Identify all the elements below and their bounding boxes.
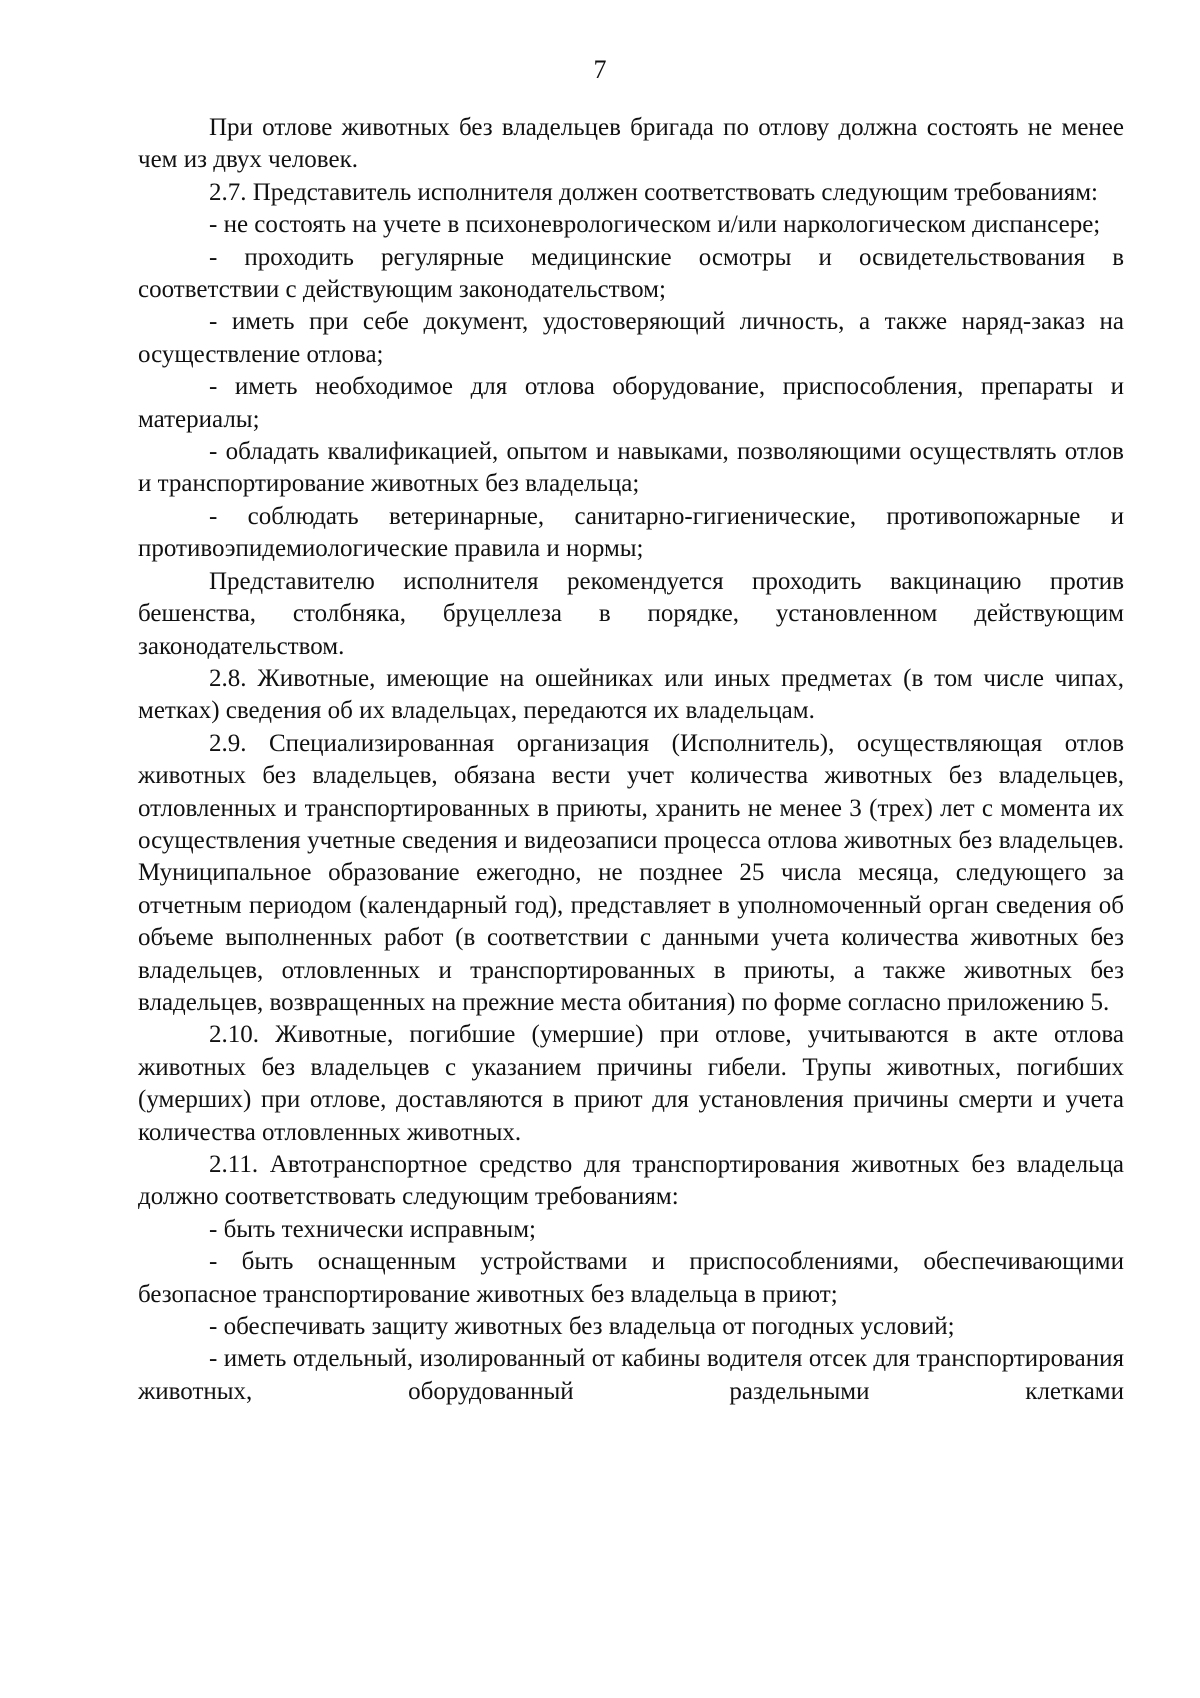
paragraph-2-11: 2.11. Автотранспортное средство для транспортирования животных без владельца должно соответствовать следующим требованиям:	[138, 1151, 1124, 1211]
vehicle-requirement-item: - быть оснащенным устройствами и приспособлениями, обеспечивающими безопасное транспортирование животных без владельца в приют;	[138, 1248, 1124, 1308]
paragraph-2-10: 2.10. Животные, погибшие (умершие) при отлове, учитываются в акте отлова животных без владельцев с указанием причины гибели. Трупы животных, погибших (умерших) при отлове, доставляются в приют для установления причины смерти и учета количества отловленных животных.	[138, 1021, 1124, 1146]
paragraph-2-7: 2.7. Представитель исполнителя должен соответствовать следующим требованиям:	[209, 178, 1098, 206]
requirement-item: - проходить регулярные медицинские осмотры и освидетельствования в соответствии с действующим законодательством;	[138, 243, 1124, 304]
vehicle-requirement-item: - иметь отдельный, изолированный от кабины водителя отсек для транспортирования животных, оборудованный раздельными клетками	[138, 1345, 1124, 1405]
requirement-item: - иметь необходимое для отлова оборудование, приспособления, препараты и материалы;	[138, 373, 1124, 433]
paragraph-2-9: 2.9. Специализированная организация (Исполнитель), осуществляющая отлов животных без владельцев, обязана вести учет количества животных без владельцев, отловленных и транспортированных в приюты, хранить не менее 3 (трех) лет с момента их осуществления учетные сведения и видеозаписи процесса отлова животных без владельцев. Муниципальное образование ежегодно, не позднее 25 числа месяца, следующего за отчетным периодом (календарный год), представляет в уполномоченный орган сведения об объеме выполненных работ (в соответствии с данными учета количества животных без владельцев, отловленных и транспортированных в приюты, а также животных без владельцев, возвращенных на прежние места обитания) по форме согласно приложению 5.	[138, 729, 1124, 1016]
requirement-item: - обладать квалификацией, опытом и навыками, позволяющими осуществлять отлов и транспортирование животных без владельца;	[138, 438, 1124, 498]
requirement-item: - соблюдать ветеринарные, санитарно-гигиенические, противопожарные и противоэпидемиологические правила и нормы;	[138, 502, 1124, 563]
paragraph-catch-team: При отлове животных без владельцев бригада по отлову должна состоять не менее чем из двух человек.	[138, 114, 1124, 174]
vehicle-requirement-item: - быть технически исправным;	[209, 1215, 536, 1243]
vehicle-requirement-item: - обеспечивать защиту животных без владельца от погодных условий;	[209, 1313, 955, 1341]
requirement-item: - не состоять на учете в психоневрологическом и/или наркологическом диспансере;	[209, 211, 1101, 239]
paragraph-vaccination: Представителю исполнителя рекомендуется проходить вакцинацию против бешенства, столбняка, бруцеллеза в порядке, установленном действующим законодательством.	[138, 567, 1124, 660]
paragraph-2-8: 2.8. Животные, имеющие на ошейниках или иных предметах (в том числе чипах, метках) сведения об их владельцах, передаются их владельцам.	[138, 664, 1124, 725]
page-number: 7	[593, 55, 607, 84]
document-body	[138, 112, 1124, 1408]
requirement-item: - иметь при себе документ, удостоверяющий личность, а также наряд-заказ на осуществление отлова;	[138, 308, 1124, 368]
